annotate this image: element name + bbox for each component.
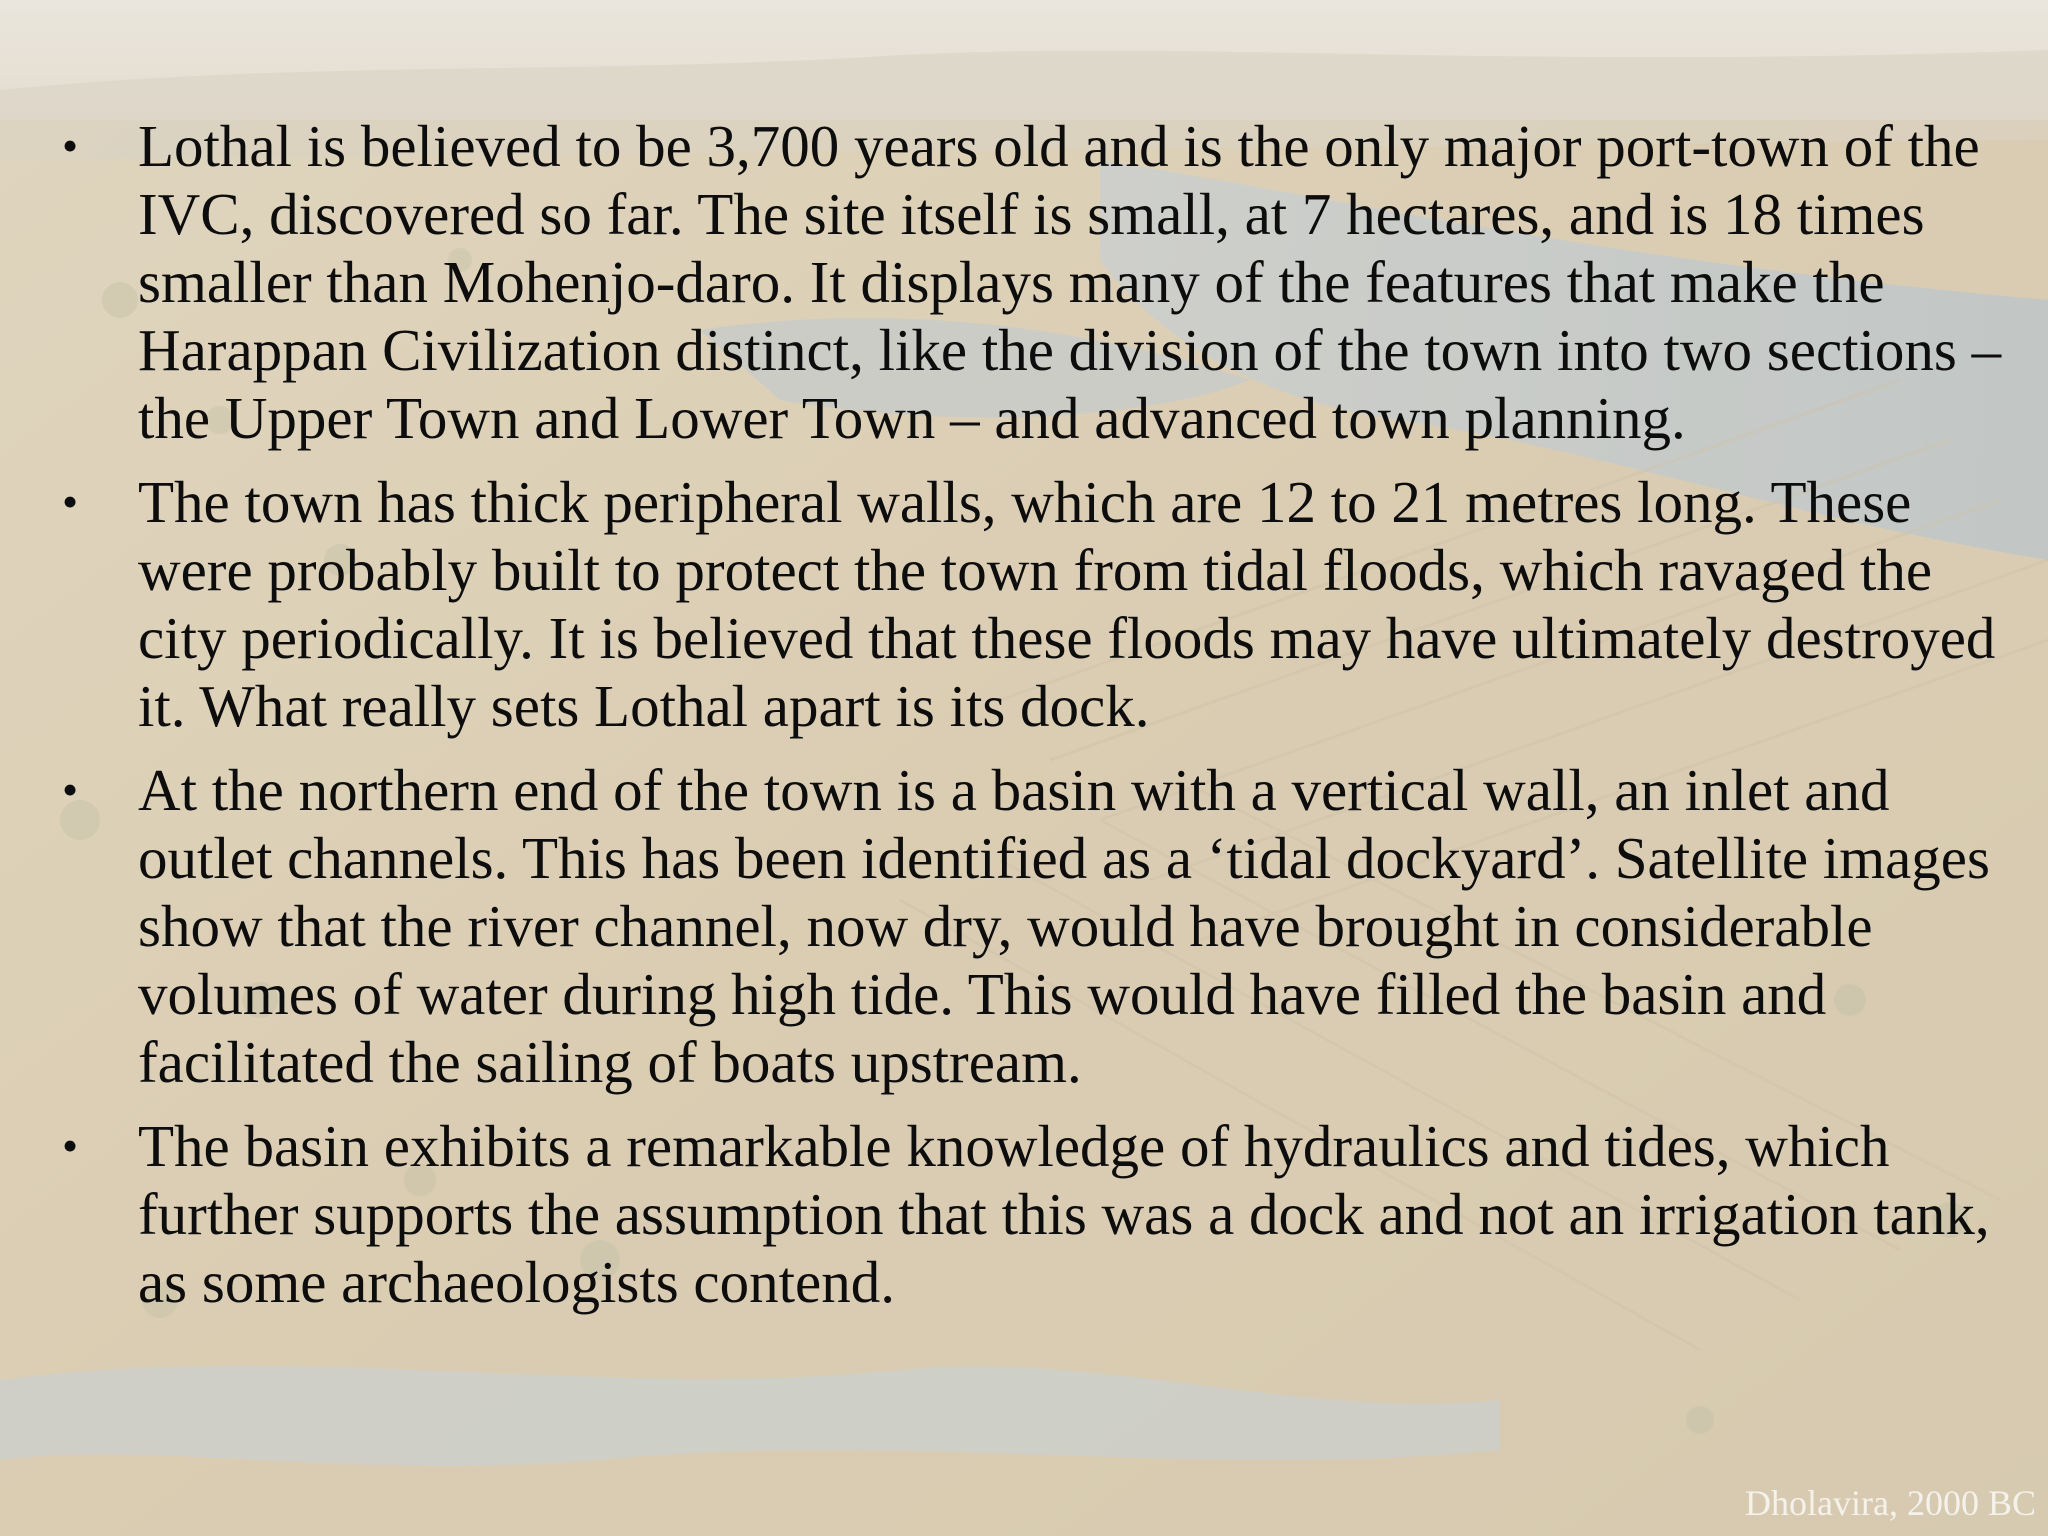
slide-content: [56, 112, 2006, 1332]
bullet-item: [56, 468, 2006, 740]
bullet-text: The town has thick peripheral walls, which are 12 to 21 metres long. These were probably built to protect the town from tidal floods, which ravaged the city periodically. It is believed that these floods may have ultimately destroyed it. What really sets Lothal apart is its dock.: [138, 469, 1996, 739]
bullet-glyph: •: [62, 764, 79, 815]
bullet-glyph: •: [62, 120, 79, 171]
bullet-glyph: •: [62, 1120, 79, 1171]
bullet-text: At the northern end of the town is a basin with a vertical wall, an inlet and outlet channels. This has been identified as a ‘tidal dockyard’. Satellite images show that the river channel, now dry, would have brought in considerable volumes of water during high tide. This would have filled the basin and facilitated the sailing of boats upstream.: [138, 757, 1990, 1095]
bullet-item: [56, 1112, 2006, 1316]
bullet-text: The basin exhibits a remarkable knowledge of hydraulics and tides, which further supports the assumption that this was a dock and not an irrigation tank, as some archaeologists contend.: [138, 1113, 1990, 1315]
bullet-list: [56, 112, 2006, 1316]
bullet-glyph: •: [62, 476, 79, 527]
bullet-text: Lothal is believed to be 3,700 years old and is the only major port-town of the IVC, discovered so far. The site itself is small, at 7 hectares, and is 18 times smaller than Mohenjo-daro. It displays many of the features that make the Harappan Civilization distinct, like the division of the town into two sections – the Upper Town and Lower Town – and advanced town planning.: [138, 113, 2002, 451]
bullet-item: [56, 756, 2006, 1096]
image-caption-watermark: Dholavira, 2000 BC: [1745, 1483, 2036, 1523]
bullet-item: [56, 112, 2006, 452]
